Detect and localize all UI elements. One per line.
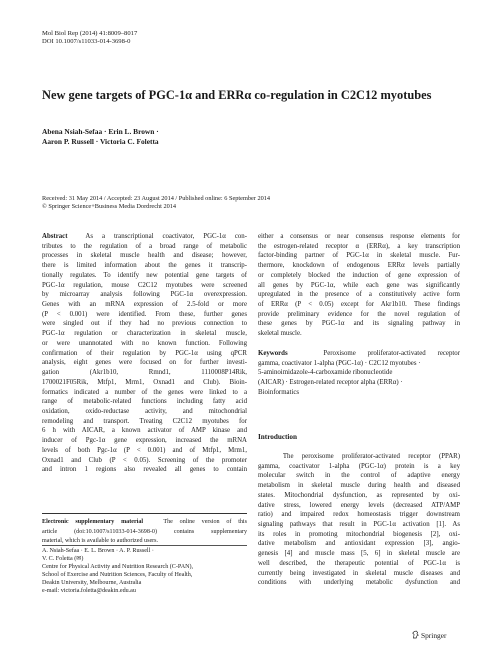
- abstract-line: confirmation of their regulation by PGC-1α using qPCR: [42, 349, 247, 357]
- affiliation-divider: [42, 545, 247, 546]
- affiliation-line: Deakin University, Melbourne, Australia: [42, 579, 142, 586]
- journal-citation: Mol Biol Rep (2014) 41:8009–8017: [42, 30, 138, 37]
- abstract-line: oxidation, oxido-reductase activity, and mitochondrial: [42, 407, 247, 415]
- abstract-line: Abstract As a transcriptional coactivator, PGC-1α con-: [42, 233, 247, 240]
- author-line: Abena Nsiah-Sefaa · Erin L. Brown ·: [42, 127, 159, 136]
- keywords-line: (AICAR) · Estrogen-related receptor alpha (ERRα) ·: [258, 379, 403, 387]
- publisher-name: Springer: [421, 631, 447, 640]
- affiliation-line: A. Nsiah-Sefaa · E. L. Brown · A. P. Russell ·: [42, 548, 154, 554]
- abstract-left-column: [42, 232, 247, 475]
- abstract-line: or were unannotated with no known function. Following: [42, 339, 247, 347]
- esm-heading: Electronic supplementary material: [42, 519, 144, 525]
- abstract-line: formatics indicated a number of the genes were linked to a: [42, 388, 247, 396]
- abstract-line: 6 h with AICAR, a known activator of AMP kinase and: [42, 427, 247, 435]
- abstract-line: skeletal muscle.: [258, 330, 302, 338]
- abstract-line: and intron 1 regions also revealed all genes to contain: [42, 466, 247, 474]
- keywords-block: [258, 349, 460, 398]
- abstract-line: factor-binding partner of PGC-1α in skeletal muscle. Fur-: [258, 252, 460, 260]
- intro-line: conditions with underlying metabolic dysfunction and: [258, 579, 460, 587]
- abstract-line: upregulated in the presence of a constitutively active form: [258, 291, 460, 299]
- intro-line: ratio) and impaired redox homeostasis trigger downstream: [258, 511, 460, 519]
- esm-line[interactable]: article (doi:10.1007/s11033-014-3698-0) contains supplementary: [42, 528, 247, 535]
- abstract-line: either a consensus or near consensus response elements for: [258, 233, 460, 240]
- intro-line: gamma, coactivator 1-alpha (PGC-1α) protein is a key: [258, 462, 460, 470]
- abstract-line: (P < 0.001) were identified. From these, further genes: [42, 310, 247, 318]
- abstract-line: range of metabolic-related functions including fatty acid: [42, 398, 247, 406]
- abstract-line: there is limited information about the genes it transcrip-: [42, 262, 247, 270]
- intro-line: dative stress, lowered energy levels (decreased ATP/AMP: [258, 501, 460, 509]
- article-title: New gene targets of PGC-1α and ERRα co-regulation in C2C12 myotubes: [42, 88, 432, 102]
- intro-line: its roles in promoting mitochondrial biogenesis [2], oxi-: [258, 530, 460, 538]
- keywords-line: Keywords Peroxisome proliferator-activated receptor: [258, 349, 460, 357]
- affiliation-line: School of Exercise and Nutrition Sciences, Faculty of Health,: [42, 571, 193, 578]
- intro-line: metabolism in skeletal muscle during health and diseased: [258, 482, 460, 490]
- abstract-line: tionally regulates. To identify new potential gene targets of: [42, 271, 247, 279]
- esm-line: Electronic supplementary material The online version of this: [42, 519, 247, 525]
- abstract-right-column: [258, 232, 460, 398]
- abstract-line: these genes by PGC-1α and its signaling pathway in: [258, 320, 460, 328]
- abstract-line: levels of both Pgc-1α (P < 0.001) and of Mtfp1, Mrm1,: [42, 446, 247, 454]
- intro-line: The peroxisome proliferator-activated receptor (PPAR): [282, 453, 460, 460]
- intro-line: states. Mitochondrial dysfunction, as represented by oxi-: [258, 491, 460, 499]
- publisher-logo: [412, 630, 446, 640]
- introduction-body: [258, 452, 460, 588]
- abstract-line: processes in skeletal muscle health and disease; however,: [42, 252, 247, 260]
- intro-line: molecular switch in the control of adaptive energy: [258, 472, 460, 480]
- date-line: Received: 31 May 2014 / Accepted: 23 August 2014 / Published online: 6 September 2014: [42, 195, 271, 202]
- abstract-line: the estrogen-related receptor α (ERRα), a key transcription: [258, 242, 460, 250]
- affiliation-line: V. C. Foletta (✉): [42, 555, 84, 562]
- abstract-line: by microarray analysis following PGC-1α overexpression.: [42, 291, 247, 299]
- abstract-line: or completely blocked the induction of gene expression of: [258, 271, 460, 279]
- publication-dates: [42, 195, 462, 211]
- author-list: [42, 127, 342, 147]
- abstract-heading: Abstract: [42, 233, 68, 240]
- intro-line: currently being investigated in skeletal muscle diseases and: [258, 569, 460, 577]
- intro-line: dative metabolism and antioxidant expression [3], angio-: [258, 540, 460, 548]
- author-line: Aaron P. Russell · Victoria C. Foletta: [42, 137, 159, 147]
- journal-header: [42, 30, 137, 47]
- supplementary-material-note: [42, 518, 247, 547]
- abstract-line: tributes to the regulation of a broad range of metabolic: [42, 242, 247, 250]
- introduction-heading: Introduction: [258, 433, 298, 441]
- abstract-line: PGC-1α regulation or characterization in skeletal muscle,: [42, 330, 247, 338]
- intro-line: signaling pathways that result in PGC-1α activation [1]. As: [258, 521, 460, 529]
- abstract-line: of ERRα (P < 0.05) except for Akr1b10. These findings: [258, 301, 460, 309]
- abstract-line: PGC-1α regulation, mouse C2C12 myotubes were screened: [42, 281, 247, 289]
- esm-line: material, which is available to authorized users.: [42, 538, 159, 545]
- abstract-line: 1700021F05Rik, Mtfp1, Mrm1, Oxnad1 and Club). Bioin-: [42, 378, 247, 386]
- abstract-line: analysis, eight genes were focused on for further investi-: [42, 359, 247, 367]
- keywords-line: gamma, coactivator 1-alpha (PGC-1α) · C2C12 myotubes ·: [258, 359, 421, 367]
- abstract-line: thermore, knockdown of endogenous ERRα levels partially: [258, 262, 460, 270]
- keywords-heading: Keywords: [258, 349, 288, 357]
- abstract-line: Oxnad1 and Club (P < 0.05). Screening of the promoter: [42, 456, 247, 464]
- keywords-line: Bioinformatics: [258, 388, 300, 396]
- abstract-line: Genes with an mRNA expression of 2.5-fold or more: [42, 301, 247, 309]
- email-link[interactable]: e-mail: victoria.foletta@deakin.edu.au: [42, 587, 136, 594]
- abstract-line: remodeling and transport. Treating C2C12 myotubes for: [42, 417, 247, 425]
- author-affiliation: [42, 548, 252, 595]
- abstract-line: gation (Akr1b10, Rmnd1, 1110008P14Rik,: [42, 369, 247, 377]
- intro-line: well described, the therapeutic potential of PGC-1α is: [258, 559, 460, 567]
- keywords-line: 5-aminoimidazole-4-carboxamide ribonucleotide: [258, 369, 393, 377]
- abstract-line: all genes by PGC-1α, while each gene was significantly: [258, 281, 460, 289]
- journal-doi: DOI 10.1007/s11033-014-3698-0: [42, 38, 131, 46]
- copyright-line: © Springer Science+Business Media Dordrecht 2014: [42, 203, 177, 211]
- intro-line: genesis [4] and muscle mass [5, 6] in skeletal muscle are: [258, 550, 460, 558]
- footnote-divider: [42, 513, 247, 514]
- affiliation-line: Centre for Physical Activity and Nutrition Research (C-PAN),: [42, 563, 194, 570]
- abstract-line: inducer of Pgc-1α gene expression, increased the mRNA: [42, 437, 247, 445]
- abstract-line: provide preliminary evidence for the novel regulation of: [258, 310, 460, 318]
- abstract-line: were singled out if they had no previous connection to: [42, 320, 247, 328]
- springer-horse-icon: [412, 630, 419, 639]
